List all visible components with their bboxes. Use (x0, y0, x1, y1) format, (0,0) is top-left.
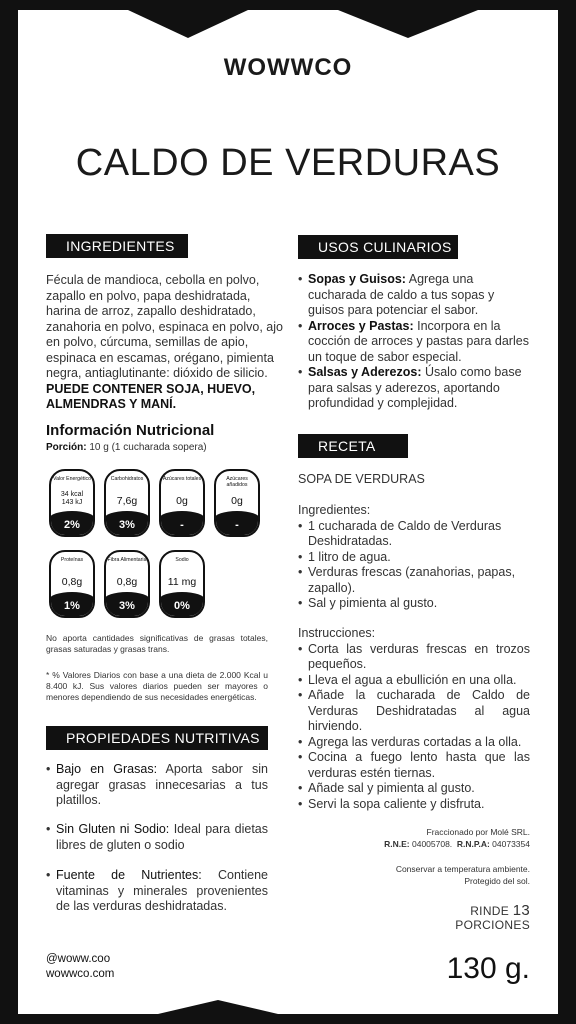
seal-percent: 2% (49, 511, 95, 537)
rnpa-label: R.N.P.A: (456, 839, 490, 849)
seal-azucares-anadidos (214, 469, 260, 537)
seal-percent: - (159, 511, 205, 537)
seal-label: Sodio (175, 557, 189, 563)
receta-paso: • Servi la sopa caliente y disfruta. (298, 797, 530, 813)
receta-ingredientes-title: Ingredientes: (298, 503, 371, 517)
seal-label: Carbohidratos (110, 476, 144, 482)
seal-percent: 1% (49, 592, 95, 618)
conservar: Conservar a temperatura ambiente. (395, 864, 530, 874)
uso-item (298, 319, 530, 366)
receta-ingrediente: • 1 litro de agua. (298, 550, 530, 566)
seal-value: 0,8g (61, 576, 83, 588)
portion-info (46, 442, 207, 453)
seal-sodio (159, 550, 205, 618)
uso-item (298, 272, 530, 319)
receta-ingredientes (298, 503, 530, 612)
uso-item (298, 365, 530, 412)
propiedad-title: Fuente de Nutrientes: (56, 868, 202, 882)
seal-label: Azúcares añadidos (226, 476, 248, 488)
seal-proteinas (49, 550, 95, 618)
rne-label: R.N.E: (384, 839, 410, 849)
portion-value: 10 g (1 cucharada sopera) (86, 442, 207, 453)
daily-values-note: * % Valores Diarios con base a una dieta de 2.000 Kcal u 8.400 kJ. Sus valores diarios pueden ser mayores o menores dependiendo de sus necesidades energéticas. (46, 670, 268, 702)
seal-value: 0,8g (116, 576, 138, 588)
uso-text: Incorpora en la cocción de arroces y pastas para darles un toque de sabor especial. (308, 318, 529, 364)
nutrition-title: Información Nutricional (46, 422, 215, 439)
seal-label: Proteínas (60, 557, 84, 563)
seal-value: 0g (176, 495, 188, 507)
receta-ingrediente: • Sal y pimienta al gusto. (298, 596, 530, 612)
propiedad-item (46, 822, 268, 853)
usos-heading: USOS CULINARIOS (298, 235, 458, 259)
seal-percent: - (214, 511, 260, 537)
propiedad-item (46, 868, 268, 915)
brand-logo: WOWWCO (223, 54, 353, 81)
propiedad-text: Contiene vitaminas y minerales provenientes de las verduras deshidratadas. (56, 868, 268, 913)
uso-text: Agrega una cucharada de caldo a tus sopas y guisos para potenciar el sabor. (308, 272, 495, 317)
ingredientes-list: Fécula de mandioca, cebolla en polvo, zapallo en polvo, papa deshidratada, harina de arroz, zapallo deshidratado, zanahoria en polvo, espinaca en polvo, ajo en polvo, cúrcuma, semillas de apio, espinaca en escamas, orégano, pimienta negra, antiaglutinante: dióxido de silicio. (46, 273, 283, 380)
top-notch-right (338, 10, 478, 38)
seal-value: 34 kcal 143 kJ (60, 491, 84, 506)
seal-fibra (104, 550, 150, 618)
seal-value: 7,6g (116, 495, 138, 507)
registros (384, 838, 530, 850)
seal-value: 0g (231, 495, 243, 507)
rnpa-value: 04073354 (489, 839, 530, 849)
product-title: CALDO DE VERDURAS (75, 142, 501, 184)
protegido: Protegido del sol. (464, 876, 530, 886)
fraccionado-info (384, 826, 530, 850)
rinde-info (455, 904, 530, 932)
receta-paso: • Cocina a fuego lento hasta que las verduras estén tiernas. (298, 750, 530, 781)
instagram-handle[interactable]: @woww.coo (46, 953, 111, 965)
top-notch-left (128, 10, 248, 38)
seal-percent: 3% (104, 511, 150, 537)
receta-instrucciones (298, 626, 530, 812)
receta-paso: • Corta las verduras frescas en trozos pequeños. (298, 642, 530, 673)
bottom-notch (158, 1000, 278, 1014)
seal-label: Fibra Alimentaria (107, 557, 147, 563)
receta-paso: • Añade la cucharada de Caldo de Verduras Deshidratadas al agua hirviendo. (298, 688, 530, 735)
nutrition-note: No aporta cantidades significativas de grasas totales, grasas saturadas y grasas trans. (46, 633, 268, 654)
rinde-label: RINDE (470, 904, 513, 918)
seal-percent: 0% (159, 592, 205, 618)
usos-list (298, 272, 530, 412)
seal-value: 11 mg (167, 576, 197, 588)
seal-carbohidratos (104, 469, 150, 537)
receta-name: SOPA DE VERDURAS (298, 472, 425, 486)
allergen-warning: PUEDE CONTENER SOJA, HUEVO, ALMENDRAS Y MANÍ. (46, 381, 256, 411)
seal-energia (49, 469, 95, 537)
receta-ingrediente: • Verduras frescas (zanahorias, papas, zapallo). (298, 565, 530, 596)
porciones: PORCIONES (455, 918, 530, 932)
uso-title: Salsas y Aderezos: (308, 365, 422, 379)
fraccionado: Fraccionado por Molé SRL. (426, 827, 530, 837)
seal-percent: 3% (104, 592, 150, 618)
contact-info (46, 952, 114, 982)
propiedad-text: Ideal para dietas libres de gluten o sodio (56, 822, 268, 852)
receta-instrucciones-title: Instrucciones: (298, 626, 376, 640)
propiedad-item (46, 762, 268, 809)
ingredientes-text (46, 273, 284, 413)
conservacion-info (396, 863, 530, 887)
receta-paso: • Agrega las verduras cortadas a la olla. (298, 735, 530, 751)
seal-label: Azúcares totales (162, 476, 202, 482)
propiedad-title: Sin Gluten ni Sodio: (56, 822, 170, 836)
website-link[interactable]: wowwco.com (46, 968, 115, 980)
uso-title: Sopas y Guisos: (308, 272, 406, 286)
seal-label: Valor Energético (53, 476, 91, 482)
receta-heading: RECETA (298, 434, 408, 458)
ingredientes-heading: INGREDIENTES (46, 234, 188, 258)
receta-paso: • Añade sal y pimienta al gusto. (298, 781, 530, 797)
receta-paso: • Lleva el agua a ebullición en una olla. (298, 673, 530, 689)
rne-value: 04005708. (409, 839, 453, 849)
propiedad-title: Bajo en Grasas: (56, 762, 158, 776)
portion-label: Porción: (46, 442, 87, 453)
propiedades-heading: PROPIEDADES NUTRITIVAS (46, 726, 268, 750)
peso-neto: 130 g. (446, 952, 530, 985)
receta-ingrediente: • 1 cucharada de Caldo de Verduras Deshidratadas. (298, 519, 530, 550)
seal-azucares-totales (159, 469, 205, 537)
rinde-num: 13 (512, 902, 530, 919)
uso-title: Arroces y Pastas: (308, 318, 414, 333)
label-panel (18, 10, 558, 1014)
propiedad-text: Aporta sabor sin agregar grasas innecesarias a tus platillos. (56, 762, 268, 807)
uso-text: Úsalo como base para salsas y aderezos, aportando profundidad y complejidad. (308, 365, 522, 410)
